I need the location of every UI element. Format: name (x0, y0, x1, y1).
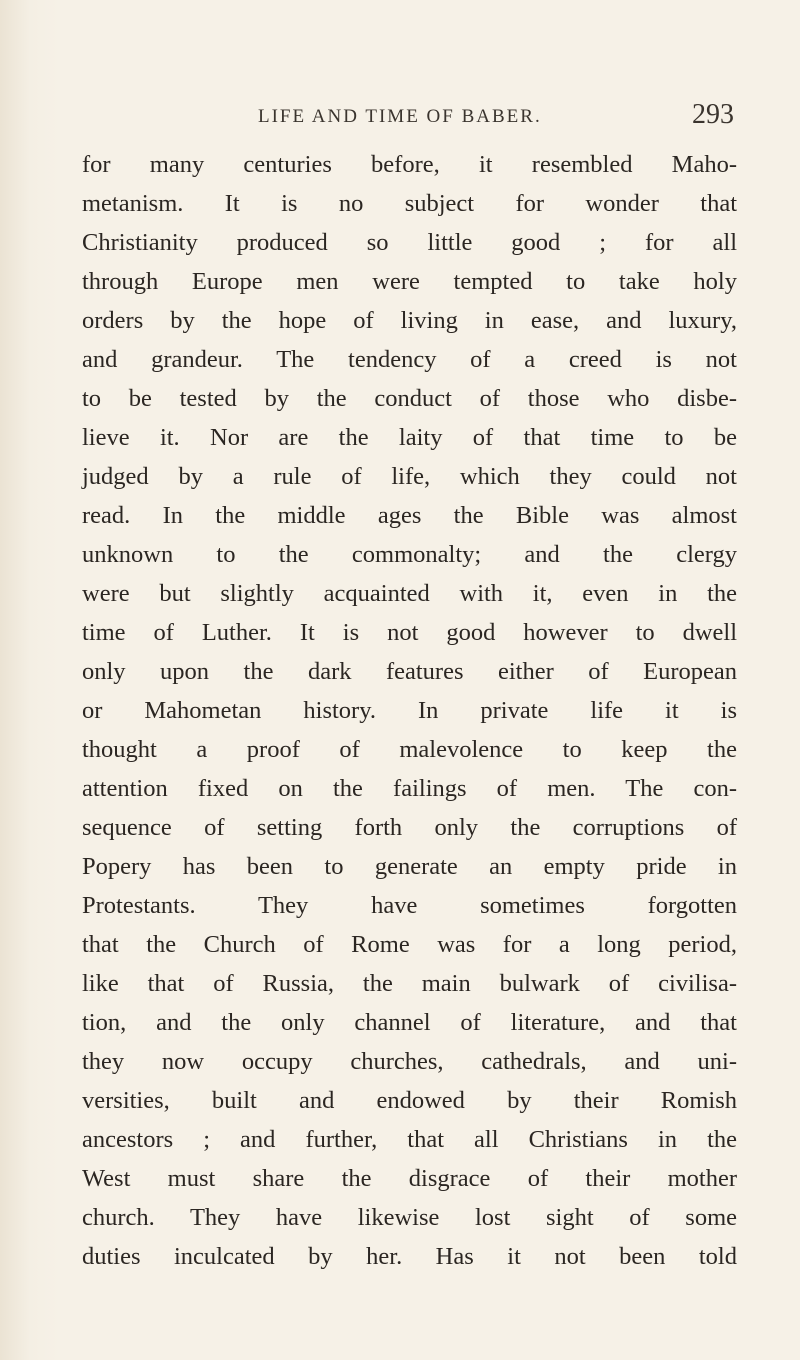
text-line: lieve it. Nor are the laity of that time to be (82, 424, 737, 451)
text-line: unknown to the commonalty; and the clergy (82, 541, 737, 568)
text-line: church. They have likewise lost sight of some (82, 1204, 737, 1231)
text-line: and grandeur. The tendency of a creed is not (82, 346, 737, 373)
text-line: time of Luther. It is not good however to dwell (82, 619, 737, 646)
text-line: metanism. It is no subject for wonder that (82, 190, 737, 217)
text-line: Christianity produced so little good ; for all (82, 229, 737, 256)
text-line: that the Church of Rome was for a long period, (82, 931, 737, 958)
text-line: read. In the middle ages the Bible was almost (82, 502, 737, 529)
text-line: like that of Russia, the main bulwark of civilisa- (82, 970, 737, 997)
text-line: attention fixed on the failings of men. The con- (82, 775, 737, 802)
text-line: duties inculcated by her. Has it not been told (82, 1243, 737, 1270)
text-line: only upon the dark features either of European (82, 658, 737, 685)
text-line: or Mahometan history. In private life it is (82, 697, 737, 724)
page-number: 293 (692, 99, 734, 130)
text-line: ancestors ; and further, that all Christians in the (82, 1126, 737, 1153)
text-line: tion, and the only channel of literature, and that (82, 1009, 737, 1036)
text-line: for many centuries before, it resembled Maho- (82, 151, 737, 178)
text-line: versities, built and endowed by their Romish (82, 1087, 737, 1114)
text-line: Protestants. They have sometimes forgotten (82, 892, 737, 919)
text-line: orders by the hope of living in ease, and luxury, (82, 307, 737, 334)
text-line: were but slightly acquainted with it, even in the (82, 580, 737, 607)
running-head: LIFE AND TIME OF BABER. (258, 106, 542, 127)
page-header (254, 98, 734, 138)
text-line: they now occupy churches, cathedrals, and uni- (82, 1048, 737, 1075)
text-line: through Europe men were tempted to take holy (82, 268, 737, 295)
text-line: to be tested by the conduct of those who disbe- (82, 385, 737, 412)
text-line: sequence of setting forth only the corruptions of (82, 814, 737, 841)
body-text (82, 145, 737, 1276)
text-line: thought a proof of malevolence to keep the (82, 736, 737, 763)
text-line: judged by a rule of life, which they could not (82, 463, 737, 490)
text-line: West must share the disgrace of their mother (82, 1165, 737, 1192)
text-line: Popery has been to generate an empty pride in (82, 853, 737, 880)
